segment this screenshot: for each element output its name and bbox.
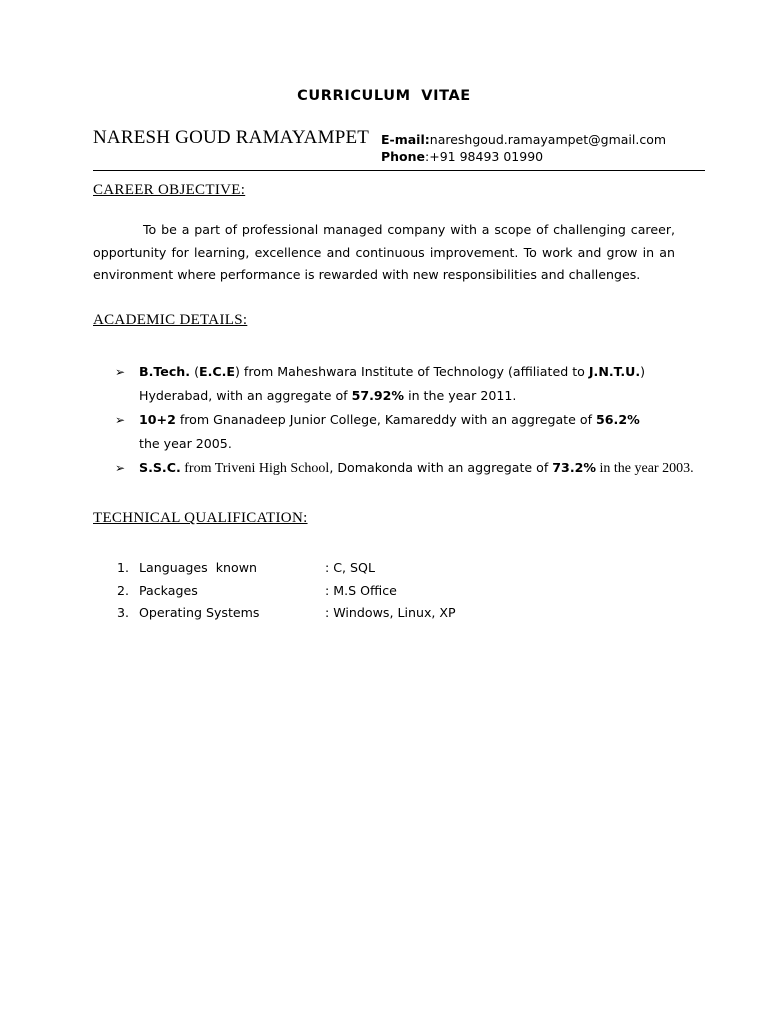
text-part: ) from Maheshwara Institute of Technology (affiliated to [235,364,589,379]
career-objective-heading: CAREER OBJECTIVE: [93,182,246,198]
text-part: ) Hyderabad, with an aggregate of [139,364,646,403]
phone-label: Phone [381,149,426,164]
item-number: 1. [117,560,130,575]
degree: S.S.C. [139,460,181,475]
header-divider [93,170,705,171]
text-part: from Gnanadeep Junior College, Kamareddy with an aggregate of [175,412,597,427]
candidate-name: NARESH GOUD RAMAYAMPET [93,127,370,148]
arrow-bullet-icon: ➢ [115,365,126,379]
contact-block [381,131,666,165]
list-item [117,557,617,580]
university: J.N.T.U. [588,364,641,379]
score: 56.2% [596,412,640,427]
email-line [381,131,666,148]
item-label: Languages known [139,560,257,575]
list-item [117,602,617,625]
degree: B.Tech. [139,364,191,379]
list-item [115,360,695,408]
technical-list [117,557,617,625]
school-name: from Triveni High School [180,461,330,476]
text-part: ( [190,364,199,379]
item-value: : C, SQL [325,560,375,575]
list-item [115,408,695,456]
score: 57.92% [351,388,405,403]
phone-line [381,148,666,165]
text-part: the year 2005. [139,436,232,451]
item-value: : M.S Office [325,582,397,598]
text-part: in the year 2003. [596,461,694,476]
phone-number: :+91 98493 01990 [425,149,544,164]
academic-details-heading: ACADEMIC DETAILS: [93,312,248,328]
list-item [117,580,617,603]
text-part: in the year 2011. [404,388,517,403]
document-title: CURRICULUM VITAE [297,88,471,104]
list-item [115,456,695,481]
item-number: 2. [117,582,130,598]
technical-qualification-heading: TECHNICAL QUALIFICATION: [93,510,308,526]
item-label: Operating Systems [139,605,260,620]
arrow-bullet-icon: ➢ [115,413,126,427]
item-value: : Windows, Linux, XP [325,605,456,620]
email-label: E-mail: [381,132,430,147]
branch: E.C.E [198,364,236,379]
score: 73.2% [552,460,596,475]
academic-list [115,360,695,481]
arrow-bullet-icon: ➢ [115,461,126,475]
email-link[interactable]: nareshgoud.ramayampet@gmail.com [429,132,667,147]
text-part: , Domakonda with an aggregate of [329,460,553,475]
item-label: Packages [139,582,198,598]
item-number: 3. [117,605,130,620]
degree: 10+2 [139,412,176,427]
career-objective-text: To be a part of professional managed company with a scope of challenging career, opportunity for learning, excellence and continuous improvement. To work and grow in an environment where performance is rewarded with new responsibilities and challenges. [93,222,675,282]
